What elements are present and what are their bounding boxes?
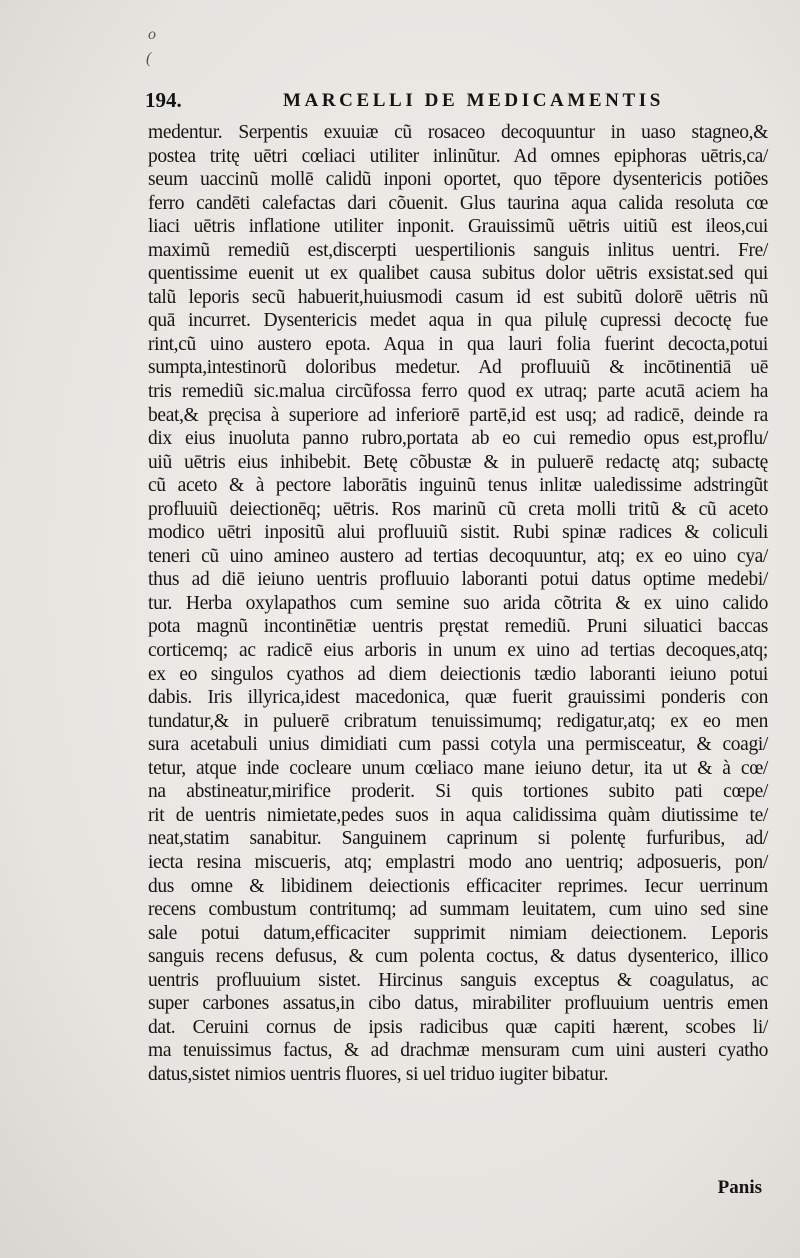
text-line: tetur, atque inde cocleare unum cœliaco mane ieiuno detur, ita ut & à cœ/	[148, 757, 768, 779]
text-line: medentur. Serpentis exuuiæ cũ rosaceo decoquuntur in uaso stagneo,&	[148, 122, 768, 143]
text-line: beat,& pręcisa à superiore ad inferiorē partē,id est usq; ad radicē, deinde ra	[148, 404, 768, 426]
text-line: uiũ uētris eius inhibebit. Betę cõbustæ & in puluerē redactę atq; subactę	[148, 451, 768, 473]
text-line: rit de uentris nimietate,pedes suos in aqua calidissima quàm diutissime te/	[148, 804, 768, 826]
catchword: Panis	[717, 1177, 762, 1198]
text-line: sumpta,intestinorũ doloribus medetur. Ad profluuiũ & incōtinentiā uē	[148, 357, 768, 379]
text-line: postea tritę uētri cœliaci utiliter inlinũtur. Ad omnes epiphoras uētris,ca/	[148, 145, 768, 167]
text-line: sale potui datum,efficaciter supprimit nimiam deiectionem. Leporis	[148, 922, 768, 944]
text-line: tundatur,& in puluerē cribratum tenuissimumq; redigatur,atq; ex eo men	[148, 710, 768, 732]
text-line: ma tenuissimus factus, & ad drachmæ mensuram cum uini austeri cyatho	[148, 1040, 768, 1062]
page-edge-mark: o	[148, 26, 156, 43]
text-line: pota magnũ incontinētiæ uentris pręstat remediũ. Pruni siluatici baccas	[148, 616, 768, 638]
text-line: seum uaccinũ mollē calidũ inponi oportet, quo tēpore dysentericis potiões	[148, 169, 768, 191]
page-header	[145, 88, 665, 114]
text-line: super carbones assatus,in cibo datus, mirabiliter profluuium uentris emen	[148, 993, 768, 1015]
text-line: sanguis recens defusus, & cum polenta coctus, & datus dysenterico, illico	[148, 946, 768, 968]
page-edge-mark: (	[146, 50, 152, 67]
text-line: modico uētri inpositũ alui profluuiũ sistit. Rubi spinæ radices & coliculi	[148, 522, 768, 544]
text-line: dix eius inuoluta panno rubro,portata ab eo cui remedio opus est,proflu/	[148, 428, 768, 450]
text-line: cũ aceto & à pectore laborātis inguinũ tenus inlitæ ualedissime adstringũt	[148, 475, 768, 497]
text-line: tris remediũ sic.malua circũfossa ferro quod ex utraq; parte acutā aciem ha	[148, 381, 768, 403]
text-line: rint,cũ uino austero epota. Aqua in qua lauri folia fuerint decocta,potui	[148, 333, 768, 355]
text-line: dabis. Iris illyrica,idest macedonica, quæ fuerit grauissimi ponderis con	[148, 687, 768, 709]
text-line: ex eo singulos cyathos ad diem deiectionis tædio laboranti ieiuno potui	[148, 663, 768, 685]
text-line: liaci uētris inflatione utiliter inponit. Grauissimũ uētris uitiũ est ileos,cui	[148, 216, 768, 238]
text-line: sura acetabuli unius dimidiati cum passi cotyla una permisceatur, & coagi/	[148, 734, 768, 756]
text-line: talũ leporis secũ habuerit,huiusmodi casum id est subitũ dolorē uētris nũ	[148, 286, 768, 308]
text-line: iecta resina miscueris, atq; emplastri modo ano uentriq; adposueris, pon/	[148, 851, 768, 873]
text-line: uentris profluuium sistet. Hircinus sanguis exceptus & coagulatus, ac	[148, 969, 768, 991]
text-line: corticemq; ac radicē eius arboris in unum ex uino ad tertias decoques,atq;	[148, 640, 768, 662]
text-line: quā incurret. Dysentericis medet aqua in qua pilulę cupressi decoctę fue	[148, 310, 768, 332]
text-line: recens combustum contritumq; ad summam leuitatem, cum uino sed sine	[148, 899, 768, 921]
text-line: dat. Ceruini cornus de ipsis radicibus quæ capiti hærent, scobes li/	[148, 1016, 768, 1038]
text-line: quentissime euenit ut ex qualibet causa subitus dolor uētris exsistat.sed qui	[148, 263, 768, 285]
text-line: teneri cũ uino amineo austero ad tertias decoquuntur, atq; ex eo uino cya/	[148, 545, 768, 567]
text-line: thus ad diē ieiuno uentris profluuio laboranti potui datus optime medebi/	[148, 569, 768, 591]
text-line: ferro candēti calefactas dari cõuenit. Glus taurina aqua calida resoluta cœ	[148, 192, 768, 214]
text-line: maximũ remediũ est,discerpti uespertilionis sanguis inlitus uentri. Fre/	[148, 239, 768, 261]
text-line: na abstineatur,mirifice proderit. Si quis tortiones subito pati cœpe/	[148, 781, 768, 803]
page-number: 194.	[145, 88, 182, 112]
text-line: dus omne & libidinem deiectionis efficaciter reprimes. Iecur uerrinum	[148, 875, 768, 897]
running-title: MARCELLI DE MEDICAMENTIS	[283, 90, 664, 111]
text-line: tur. Herba oxylapathos cum semine suo arida cõtrita & ex uino calido	[148, 592, 768, 614]
text-line: datus,sistet nimios uentris fluores, si uel triduo iugiter bibatur.	[148, 1063, 609, 1085]
text-line: profluuiũ deiectionēq; uētris. Ros marinũ cũ creta molli tritũ & cũ aceto	[148, 498, 768, 520]
text-line: neat,statim sanabitur. Sanguinem caprinum si polentę furfuribus, ad/	[148, 828, 768, 850]
body-text	[148, 121, 768, 1086]
